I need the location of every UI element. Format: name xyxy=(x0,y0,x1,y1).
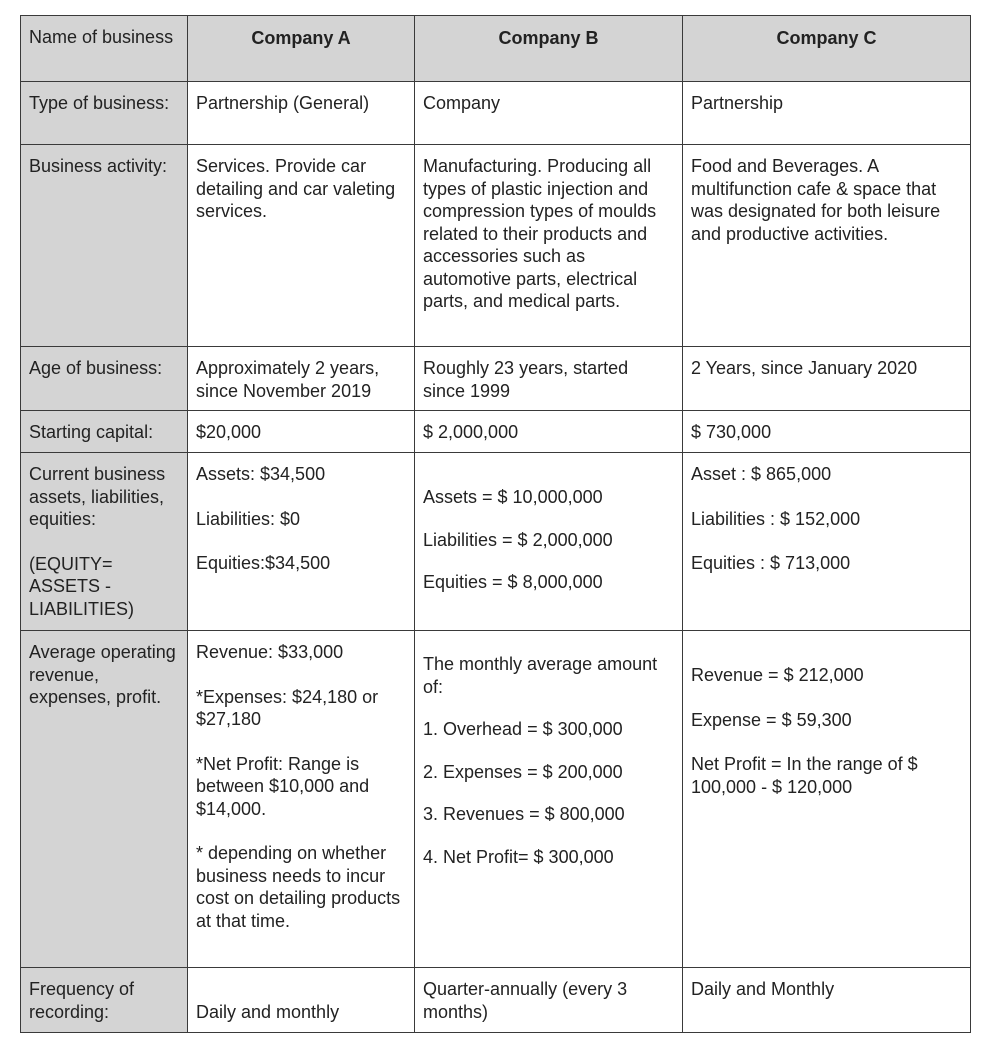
net-profit-value: *Net Profit: Range is between $10,000 and $14,000. xyxy=(196,753,375,819)
activity-company-b: Manufacturing. Producing all types of plastic injection and compression types of moulds related to their products and accessories such as automotive parts, electrical parts, and medical parts. xyxy=(415,145,683,347)
current-company-a xyxy=(188,453,415,631)
label-text: Name of business xyxy=(29,27,174,47)
spacer xyxy=(196,731,406,753)
spacer xyxy=(691,687,962,709)
current-company-c xyxy=(683,453,971,631)
spacer xyxy=(423,509,674,529)
spacer xyxy=(196,664,406,686)
liabilities-value: Liabilities = $ 2,000,000 xyxy=(423,529,613,550)
assets-value: Assets = $ 10,000,000 xyxy=(423,487,603,507)
activity-company-a: Services. Provide car detailing and car valeting services. xyxy=(188,145,415,347)
age-row xyxy=(21,347,971,411)
operating-company-c xyxy=(683,631,971,968)
name-of-business-label xyxy=(21,16,188,82)
spacer xyxy=(691,731,962,753)
header-row xyxy=(21,16,971,82)
expenses-value: *Expenses: $24,180 or $27,180 xyxy=(196,686,384,729)
capital-label: Starting capital: xyxy=(21,411,188,453)
monthly-intro: The monthly average amount of: xyxy=(423,654,663,697)
spacer xyxy=(691,530,962,552)
frequency-label: Frequency of recording: xyxy=(21,968,188,1033)
age-company-b: Roughly 23 years, started since 1999 xyxy=(415,347,683,411)
operating-row xyxy=(21,631,971,968)
equities-value: Equities:$34,500 xyxy=(196,553,331,573)
current-label-text: Current business assets, liabilities, equities: xyxy=(29,464,171,529)
activity-row xyxy=(21,145,971,347)
liabilities-value: Liabilities : $ 152,000 xyxy=(691,508,861,529)
spacer xyxy=(691,486,962,508)
spacer xyxy=(196,530,406,552)
spacer xyxy=(423,698,674,718)
operating-label: Average operating revenue, expenses, profit. xyxy=(21,631,188,968)
frequency-company-c: Daily and Monthly xyxy=(683,968,971,1033)
current-row xyxy=(21,453,971,631)
spacer xyxy=(423,783,674,803)
liabilities-value: Liabilities: $0 xyxy=(196,508,301,529)
net-profit-item: 4. Net Profit= $ 300,000 xyxy=(423,846,614,867)
company-b-header: Company B xyxy=(415,16,683,82)
type-company-c: Partnership xyxy=(683,82,971,145)
spacer xyxy=(196,486,406,508)
capital-row xyxy=(21,411,971,453)
activity-label: Business activity: xyxy=(21,145,188,347)
age-company-c: 2 Years, since January 2020 xyxy=(683,347,971,411)
spacer xyxy=(423,551,674,571)
assets-value: Assets: $34,500 xyxy=(196,464,326,484)
capital-company-b: $ 2,000,000 xyxy=(415,411,683,453)
type-company-b: Company xyxy=(415,82,683,145)
business-comparison-table xyxy=(20,15,971,1033)
equities-value: Equities = $ 8,000,000 xyxy=(423,572,603,592)
type-label: Type of business: xyxy=(21,82,188,145)
revenues-item: 3. Revenues = $ 800,000 xyxy=(423,804,625,824)
spacer xyxy=(423,741,674,761)
operating-company-a xyxy=(188,631,415,968)
overhead-item: 1. Overhead = $ 300,000 xyxy=(423,719,623,739)
capital-company-c: $ 730,000 xyxy=(683,411,971,453)
spacer xyxy=(29,531,179,553)
activity-company-c: Food and Beverages. A multifunction cafe & space that was designated for both leisure and productive activities. xyxy=(683,145,971,347)
frequency-company-a: Daily and monthly xyxy=(188,968,415,1033)
spacer xyxy=(196,820,406,842)
frequency-row xyxy=(21,968,971,1033)
expense-value: Expense = $ 59,300 xyxy=(691,709,852,730)
company-a-header: Company A xyxy=(188,16,415,82)
spacer xyxy=(423,826,674,846)
net-profit-value: Net Profit = In the range of $ 100,000 - $ 120,000 xyxy=(691,754,923,797)
frequency-company-b: Quarter-annually (every 3 months) xyxy=(415,968,683,1033)
type-row xyxy=(21,82,971,145)
expenses-item: 2. Expenses = $ 200,000 xyxy=(423,761,623,782)
age-label: Age of business: xyxy=(21,347,188,411)
type-company-a: Partnership (General) xyxy=(188,82,415,145)
capital-company-a: $20,000 xyxy=(188,411,415,453)
revenue-value: Revenue: $33,000 xyxy=(196,642,344,662)
operating-company-b xyxy=(415,631,683,968)
age-company-a: Approximately 2 years, since November 2019 xyxy=(188,347,415,411)
current-label xyxy=(21,453,188,631)
footnote: * depending on whether business needs to incur cost on detailing products at that time. xyxy=(196,843,406,931)
company-c-header: Company C xyxy=(683,16,971,82)
revenue-value: Revenue = $ 212,000 xyxy=(691,665,864,685)
current-company-b xyxy=(415,453,683,631)
assets-value: Asset : $ 865,000 xyxy=(691,464,832,484)
equities-value: Equities : $ 713,000 xyxy=(691,553,851,573)
equity-formula-note: (EQUITY= ASSETS - LIABILITIES) xyxy=(29,553,135,619)
